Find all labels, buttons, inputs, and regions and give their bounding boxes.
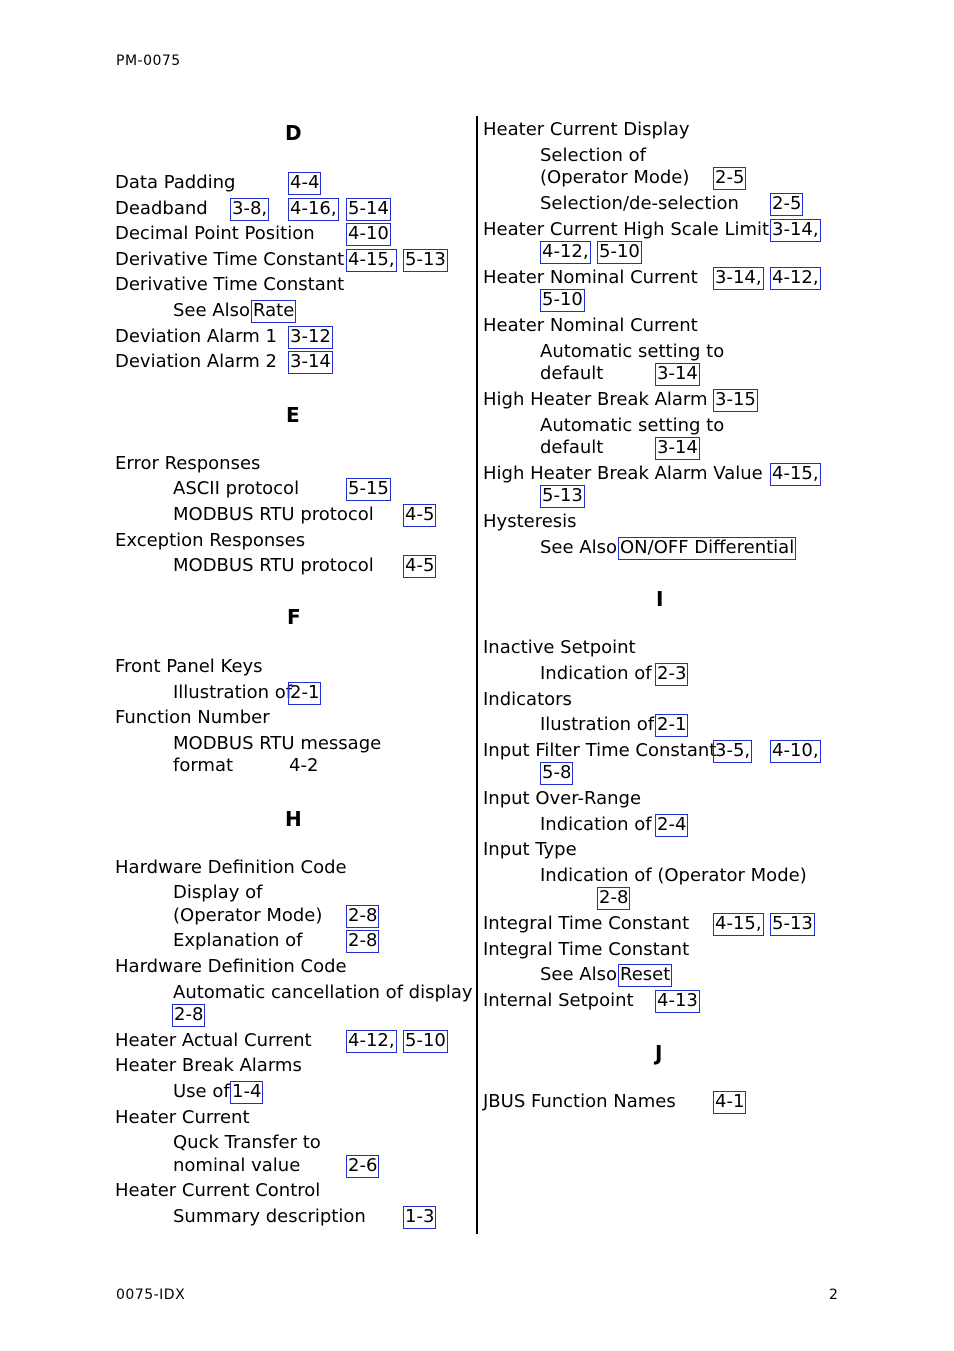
entry-jbus: JBUS Function Names (483, 1091, 676, 1112)
entry-derivative-tc: Derivative Time Constant (115, 249, 345, 270)
ref-link[interactable]: 5-10 (542, 289, 583, 310)
ref-link[interactable]: 3-14 (290, 351, 331, 372)
entry-input-type: Input Type (483, 839, 577, 860)
entry-front-panel: Front Panel Keys (115, 656, 263, 677)
ref-link[interactable]: 2-8 (348, 905, 378, 926)
footer-page-number: 2 (829, 1287, 839, 1303)
ref-link[interactable]: 3-14, (715, 267, 762, 288)
ref-link[interactable]: 4-5 (405, 504, 435, 525)
entry-heater-break: Heater Break Alarms (115, 1055, 302, 1076)
entry-modbus-msg: MODBUS RTU message (173, 733, 382, 754)
ref-link-onoff[interactable]: ON/OFF Differential (620, 537, 795, 558)
ref-link[interactable]: 2-8 (174, 1004, 204, 1025)
ref-link[interactable]: 4-13 (657, 990, 698, 1011)
entry-internal-sp: Internal Setpoint (483, 990, 634, 1011)
entry-op-mode: (Operator Mode) (540, 167, 690, 188)
entry-nominal-value: nominal value (173, 1155, 301, 1176)
ref-link[interactable]: 4-12, (772, 267, 819, 288)
entry-explanation: Explanation of (173, 930, 303, 951)
see-also-label-2: See Also (540, 964, 618, 985)
ref-link[interactable]: 3-12 (290, 326, 331, 347)
entry-auto-cancel: Automatic cancellation of display (173, 982, 473, 1003)
entry-indicators: Indicators (483, 689, 572, 710)
entry-ascii: ASCII protocol (173, 478, 300, 499)
page-ref-plain: 4-2 (289, 755, 319, 776)
entry-selection-of: Selection of (540, 145, 647, 166)
entry-modbus-2: MODBUS RTU protocol (173, 555, 374, 576)
ref-link-rate[interactable]: Rate (253, 300, 295, 321)
ref-link[interactable]: 4-15, (772, 463, 819, 484)
entry-quick-transfer: Quck Transfer to (173, 1132, 321, 1153)
entry-error-responses: Error Responses (115, 453, 261, 474)
entry-illustration: Ilustration of (540, 714, 655, 735)
entry-auto-setting: Automatic setting to (540, 341, 725, 362)
entry-function-number: Function Number (115, 707, 270, 728)
ref-link[interactable]: 4-15, (348, 249, 395, 270)
entry-default: default (540, 363, 604, 384)
entry-decimal-point: Decimal Point Position (115, 223, 315, 244)
ref-link[interactable]: 2-1 (290, 682, 320, 703)
entry-heater-current: Heater Current (115, 1107, 250, 1128)
ref-link[interactable]: 4-16, (290, 198, 337, 219)
entry-inactive-sp: Inactive Setpoint (483, 637, 636, 658)
entry-deviation-alarm-1: Deviation Alarm 1 (115, 326, 277, 347)
entry-display-of: Display of (173, 882, 263, 903)
ref-link[interactable]: 5-10 (599, 241, 640, 262)
ref-link[interactable]: 2-8 (348, 930, 378, 951)
entry-deviation-alarm-2: Deviation Alarm 2 (115, 351, 277, 372)
ref-link[interactable]: 5-13 (405, 249, 446, 270)
entry-data-padding: Data Padding (115, 172, 236, 193)
entry-deadband: Deadband (115, 198, 208, 219)
entry-input-over: Input Over-Range (483, 788, 642, 809)
entry-indication-of-2: Indication of (540, 814, 652, 835)
ref-link[interactable]: 4-12, (348, 1030, 395, 1051)
ref-link[interactable]: 2-5 (772, 193, 802, 214)
entry-heater-control: Heater Current Control (115, 1180, 321, 1201)
ref-link[interactable]: 3-14 (657, 437, 698, 458)
ref-link-reset[interactable]: Reset (620, 964, 671, 985)
section-letter-e: E (286, 403, 300, 427)
ref-link[interactable]: 1-4 (232, 1081, 262, 1102)
entry-hdc-2: Hardware Definition Code (115, 956, 347, 977)
ref-link[interactable]: 4-10, (772, 740, 819, 761)
ref-link[interactable]: 4-1 (715, 1091, 745, 1112)
ref-link[interactable]: 4-15, (715, 913, 762, 934)
entry-high-hb-value: High Heater Break Alarm Value (483, 463, 763, 484)
ref-link[interactable]: 3-5, (715, 740, 751, 761)
ref-link[interactable]: 2-5 (715, 167, 745, 188)
entry-high-hb: High Heater Break Alarm (483, 389, 708, 410)
ref-link[interactable]: 4-4 (290, 172, 320, 193)
entry-summary: Summary description (173, 1206, 366, 1227)
ref-link[interactable]: 3-8, (232, 198, 268, 219)
ref-link[interactable]: 1-3 (405, 1206, 435, 1227)
see-also-label: See Also (540, 537, 618, 558)
ref-link[interactable]: 4-12, (542, 241, 589, 262)
entry-heater-actual: Heater Actual Current (115, 1030, 312, 1051)
entry-integral-tc-2: Integral Time Constant (483, 939, 690, 960)
entry-op-mode: (Operator Mode) (173, 905, 323, 926)
entry-indication-of: Indication of (540, 663, 652, 684)
see-also-label: See Also (173, 300, 251, 321)
footer-doc-id: 0075-IDX (116, 1287, 186, 1303)
entry-format: format (173, 755, 234, 776)
entry-hn-current: Heater Nominal Current (483, 267, 698, 288)
ref-link[interactable]: 3-14, (772, 219, 819, 240)
ref-link[interactable]: 2-3 (657, 663, 687, 684)
ref-link[interactable]: 5-13 (772, 913, 813, 934)
ref-link[interactable]: 3-14 (657, 363, 698, 384)
entry-default-2: default (540, 437, 604, 458)
entry-derivative-tc-2: Derivative Time Constant (115, 274, 345, 295)
ref-link[interactable]: 5-14 (348, 198, 389, 219)
ref-link[interactable]: 2-1 (657, 714, 687, 735)
section-letter-i: I (656, 587, 664, 611)
entry-hysteresis: Hysteresis (483, 511, 577, 532)
entry-hdc: Hardware Definition Code (115, 857, 347, 878)
entry-hcd: Heater Current Display (483, 119, 690, 140)
entry-illustration: Illustration of (173, 682, 293, 703)
column-divider (476, 116, 478, 1234)
entry-exception-responses: Exception Responses (115, 530, 306, 551)
ref-link[interactable]: 5-10 (405, 1030, 446, 1051)
ref-link[interactable]: 3-15 (715, 389, 756, 410)
entry-input-filter: Input Filter Time Constant (483, 740, 717, 761)
ref-link[interactable]: 2-8 (599, 887, 629, 908)
ref-link[interactable]: 4-10 (348, 223, 389, 244)
page-header: PM-0075 (116, 53, 181, 69)
ref-link[interactable]: 5-15 (348, 478, 389, 499)
entry-auto-setting-2: Automatic setting to (540, 415, 725, 436)
entry-integral-tc: Integral Time Constant (483, 913, 690, 934)
section-letter-d: D (285, 121, 302, 145)
entry-use-of: Use of (173, 1081, 230, 1102)
ref-link[interactable]: 5-8 (542, 762, 572, 783)
section-letter-f: F (287, 605, 301, 629)
section-letter-j: J (655, 1041, 663, 1065)
entry-hc-high: Heater Current High Scale Limit (483, 219, 770, 240)
entry-modbus: MODBUS RTU protocol (173, 504, 374, 525)
entry-indication-op: Indication of (Operator Mode) (540, 865, 807, 886)
section-letter-h: H (285, 807, 302, 831)
entry-sel-desel: Selection/de-selection (540, 193, 739, 214)
ref-link[interactable]: 4-5 (405, 555, 435, 576)
ref-link[interactable]: 2-6 (348, 1155, 378, 1176)
ref-link[interactable]: 2-4 (657, 814, 687, 835)
entry-hn-current-2: Heater Nominal Current (483, 315, 698, 336)
ref-link[interactable]: 5-13 (542, 485, 583, 506)
